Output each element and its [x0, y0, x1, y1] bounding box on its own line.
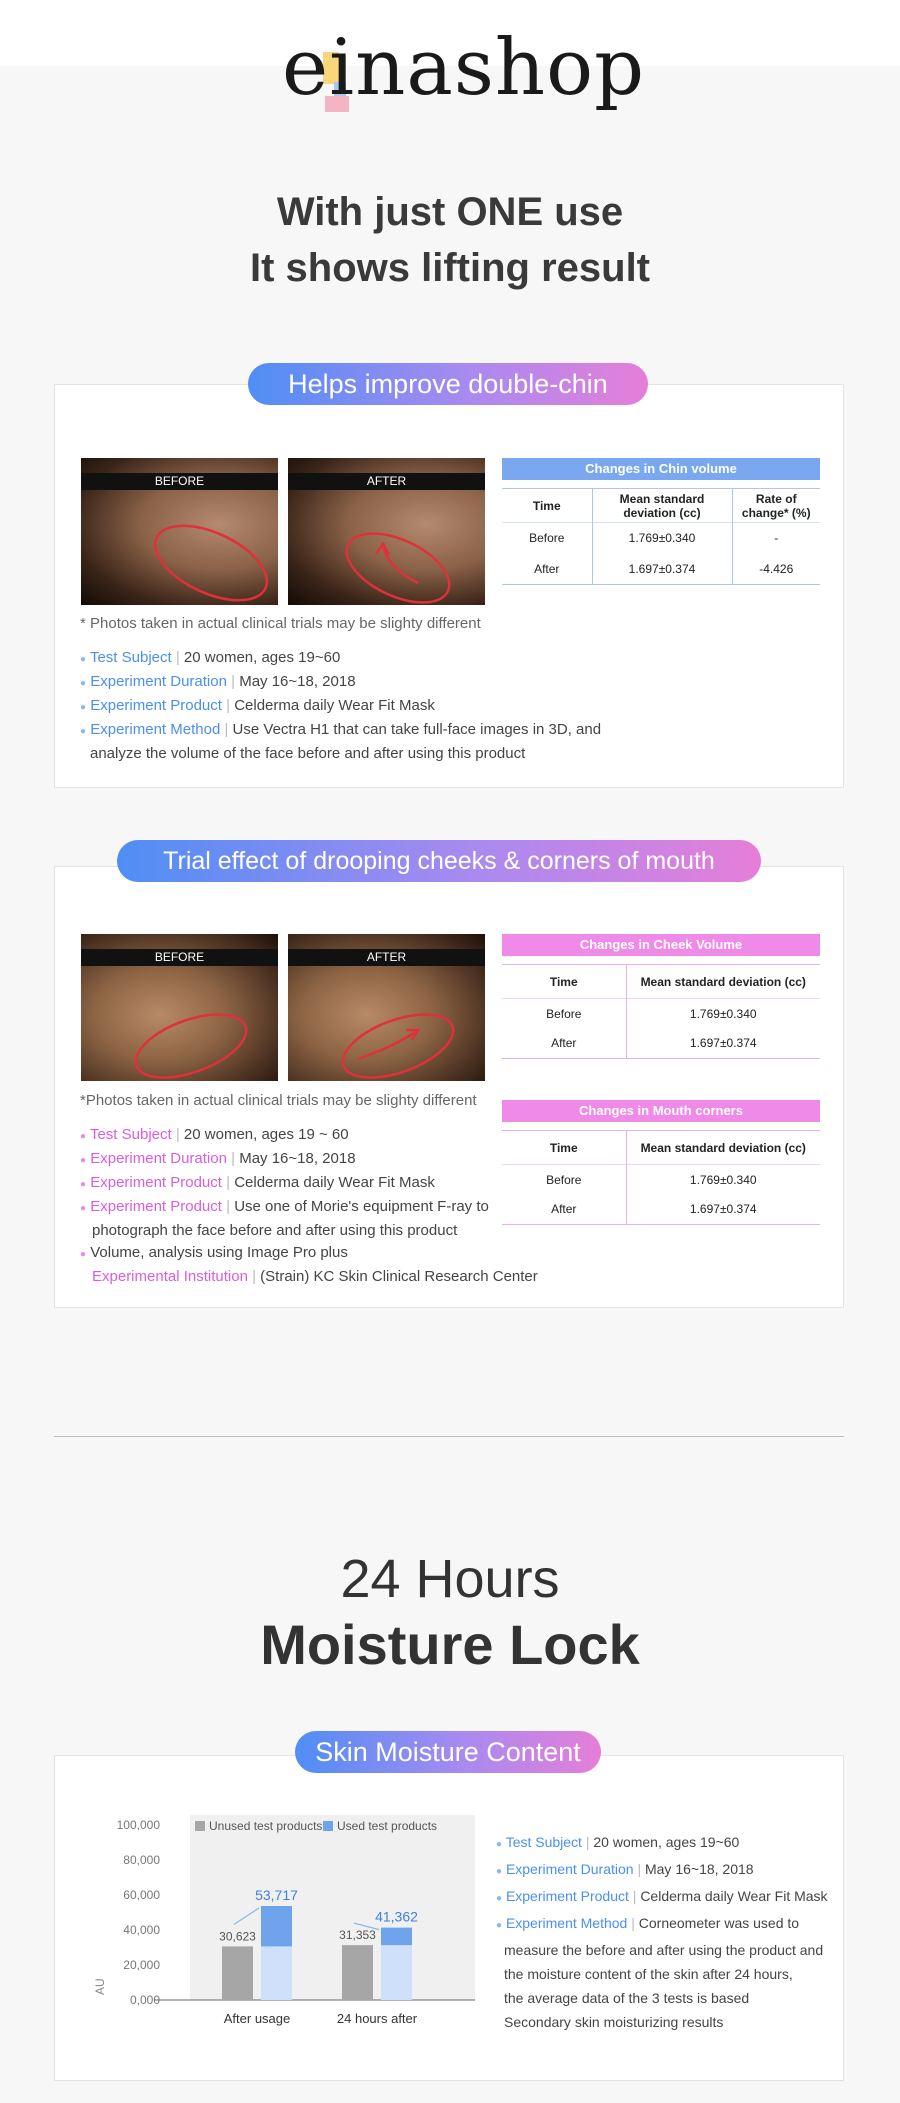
info-key: Experiment Duration [90, 1150, 227, 1167]
bar-unused [222, 1946, 253, 2000]
y-tick-label: 40,000 [123, 1923, 160, 1937]
info-value: (Strain) KC Skin Clinical Research Center [260, 1268, 538, 1285]
bar-used-base [261, 1946, 292, 2000]
info-value: Celderma daily Wear Fit Mask [640, 1888, 828, 1904]
info-value: Corneometer was used to [638, 1915, 800, 1931]
y-tick-label: 0,000 [129, 1993, 160, 2007]
after-label: AFTER [288, 473, 485, 490]
hero-line-2: It shows lifting result [249, 246, 651, 290]
info-item: ● Experiment Product | Use one of Morie's equipment F-ray to [80, 1198, 489, 1215]
row-time: Before [502, 999, 626, 1029]
info-key: Experiment Method [90, 721, 221, 738]
moisture-info-list [496, 1830, 828, 2034]
info-value: 20 women, ages 19~60 [593, 1834, 740, 1850]
info-key: Test Subject [505, 1834, 582, 1850]
info-continuation: the moisture content of the skin after 24 hours, [504, 1966, 793, 1982]
info-item: ● Experiment Product | Celderma daily Wear Fit Mask [80, 697, 435, 714]
legend-swatch [323, 1821, 333, 1831]
before-label: BEFORE [81, 949, 278, 966]
row-mean: 1.697±0.374 [592, 554, 732, 585]
info-key: Test Subject [89, 649, 172, 666]
info-item: ● Test Subject | 20 women, ages 19~60 [496, 1834, 740, 1850]
info-key: Experiment Product [90, 1174, 222, 1191]
info-value: 20 women, ages 19~60 [183, 649, 341, 666]
bar-value-label: 53,717 [255, 1886, 298, 1903]
legend-swatch [195, 1821, 205, 1831]
hero-line-1: With just ONE use [276, 190, 624, 234]
before-label: BEFORE [81, 473, 278, 490]
bar-used [381, 1928, 412, 1946]
info-key: Test Subject [89, 1126, 172, 1143]
x-category-label: 24 hours after [336, 2011, 418, 2026]
row-time: Before [502, 523, 592, 554]
info-item: ● Experiment Duration | May 16~18, 2018 [80, 673, 356, 690]
section-divider [54, 1436, 844, 1437]
info-continuation: the average data of the 3 tests is based [504, 1990, 750, 2006]
section-pill-cheeks: Trial effect of drooping cheeks & corners of mouth [117, 840, 761, 882]
bar-used-base [381, 1945, 412, 2000]
photo-disclaimer: *Photos taken in actual clinical trials may be slighty different [80, 1092, 477, 1109]
y-tick-label: 100,000 [116, 1818, 160, 1832]
info-item: Experimental Institution | (Strain) KC Skin Clinical Research Center [92, 1268, 538, 1285]
before-photo-chin [81, 458, 278, 605]
chin-info-list [80, 647, 601, 765]
bar-used [261, 1906, 292, 1946]
before-photo-cheek [81, 934, 278, 1081]
legend-label: Unused test products [209, 1819, 323, 1833]
row-time: Before [502, 1165, 626, 1195]
bar-value-label: 30,623 [219, 1929, 256, 1944]
row-time: After [502, 1195, 626, 1225]
row-mean: 1.769±0.340 [689, 1172, 757, 1187]
info-item: ● Volume, analysis using Image Pro plus [80, 1244, 348, 1261]
info-key: Experiment Duration [90, 673, 227, 690]
info-item: ● Experiment Duration | May 16~18, 2018 [80, 1150, 356, 1167]
info-value: May 16~18, 2018 [239, 673, 356, 690]
info-value: 20 women, ages 19 ~ 60 [183, 1126, 349, 1143]
info-value: Volume, analysis using Image Pro plus [90, 1244, 348, 1261]
info-item: ● Test Subject | 20 women, ages 19~60 [80, 649, 341, 666]
photo-disclaimer: * Photos taken in actual clinical trials may be slighty different [80, 615, 481, 632]
row-mean: 1.769±0.340 [689, 1006, 757, 1021]
info-value: Use Vectra H1 that can take full-face images in 3D, and [232, 721, 602, 738]
brand-logo[interactable]: einashop [282, 23, 645, 113]
info-value: May 16~18, 2018 [239, 1150, 356, 1167]
info-key: Experiment Product [505, 1888, 629, 1904]
info-continuation: measure the before and after using the product and [504, 1942, 824, 1958]
bar-value-label: 41,362 [375, 1908, 418, 1925]
chin-volume-table [502, 458, 820, 585]
after-label: AFTER [288, 949, 485, 966]
info-key: Experiment Method [505, 1915, 628, 1931]
table-title: Changes in Mouth corners [502, 1100, 820, 1122]
info-continuation: analyze the volume of the face before and after using this product [90, 745, 526, 762]
info-value: Use one of Morie's equipment F-ray to [234, 1198, 489, 1215]
info-value: May 16~18, 2018 [644, 1861, 754, 1877]
col-mean: Mean standard deviation (cc) [592, 489, 732, 523]
row-rate: -4.426 [759, 561, 794, 576]
moisture-title-light: 24 Hours [340, 1549, 560, 1609]
y-tick-label: 60,000 [123, 1888, 160, 1902]
y-tick-label: 80,000 [123, 1853, 160, 1867]
row-rate: - [774, 531, 779, 546]
legend-label: Used test products [337, 1819, 438, 1833]
row-mean: 1.769±0.340 [592, 523, 732, 554]
row-time: After [502, 1029, 626, 1059]
table-title: Changes in Cheek Volume [502, 934, 820, 956]
info-item: ● Experiment Product | Celderma daily Wear Fit Mask [496, 1888, 828, 1904]
bar-unused [342, 1945, 373, 2000]
col-mean: Mean standard deviation (cc) [640, 974, 806, 989]
mouth-corners-table [502, 1100, 820, 1225]
info-key: Experiment Duration [505, 1861, 634, 1877]
info-key: Experiment Product [90, 697, 222, 714]
moisture-title-bold: Moisture Lock [260, 1613, 640, 1676]
col-time: Time [502, 489, 592, 523]
col-time: Time [502, 965, 626, 999]
row-mean: 1.697±0.374 [689, 1202, 757, 1217]
info-value: Celderma daily Wear Fit Mask [234, 1174, 435, 1191]
after-photo-chin [288, 458, 485, 605]
info-item: ● Experiment Duration | May 16~18, 2018 [496, 1861, 754, 1877]
after-photo-cheek [288, 934, 485, 1081]
bar-value-label: 31,353 [339, 1928, 376, 1943]
info-continuation: photograph the face before and after using this product [92, 1222, 458, 1239]
x-category-label: After usage [223, 2011, 291, 2026]
section-pill-moisture: Skin Moisture Content [295, 1731, 601, 1773]
section-pill-double-chin: Helps improve double-chin [248, 363, 648, 405]
info-item: ● Test Subject | 20 women, ages 19 ~ 60 [80, 1126, 349, 1143]
info-value: Celderma daily Wear Fit Mask [234, 697, 435, 714]
y-axis-label: AU [93, 1978, 107, 1995]
cheek-volume-table [502, 934, 820, 1059]
cheek-info-list [80, 1124, 538, 1288]
col-time: Time [502, 1131, 626, 1165]
col-mean: Mean standard deviation (cc) [640, 1140, 806, 1155]
info-key: Experimental Institution [92, 1268, 248, 1285]
info-item: ● Experiment Method | Corneometer was used to [496, 1915, 800, 1931]
info-continuation: Secondary skin moisturizing results [504, 2014, 724, 2030]
row-time: After [502, 554, 592, 585]
table-title: Changes in Chin volume [502, 458, 820, 480]
info-key: Experiment Product [90, 1198, 222, 1215]
info-item: ● Experiment Method | Use Vectra H1 that can take full-face images in 3D, and [80, 721, 602, 738]
y-tick-label: 20,000 [123, 1958, 160, 1972]
row-mean: 1.697±0.374 [689, 1036, 757, 1051]
col-rate: Rate of change* (%) [741, 491, 811, 520]
moisture-chart [90, 1815, 480, 2035]
info-item: ● Experiment Product | Celderma daily Wear Fit Mask [80, 1174, 435, 1191]
